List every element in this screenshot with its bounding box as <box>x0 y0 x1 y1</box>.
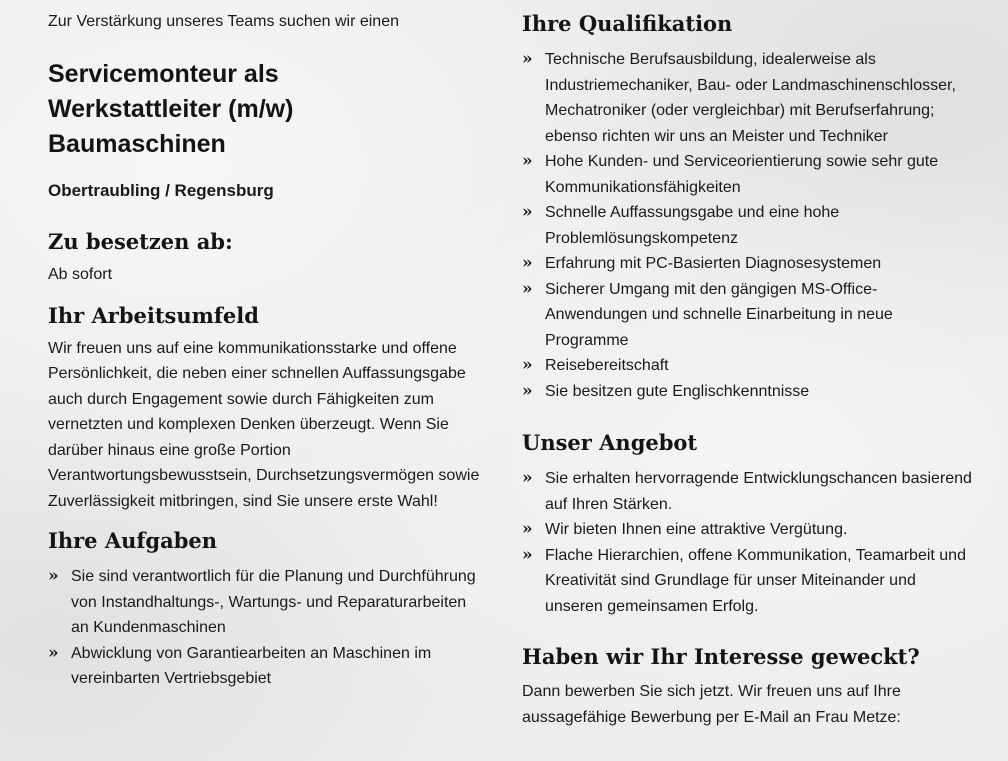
list-item <box>522 517 972 543</box>
list-item <box>522 543 972 620</box>
list-item-text: Erfahrung mit PC-Basierten Diagnosesystemen <box>545 255 882 272</box>
list-item <box>522 149 972 200</box>
job-title-line: Werkstattleiter (m/w) <box>48 95 294 123</box>
bullet-icon: » <box>48 642 59 663</box>
list-item-text: Schnelle Auffassungsgabe und eine hohe Problemlösungskompetenz <box>545 204 840 247</box>
bullet-icon: » <box>522 380 533 401</box>
list-item <box>522 47 972 149</box>
list-item-text: Technische Berufsausbildung, idealerweise als Industriemechaniker, Bau- oder Landmaschinenschlosser, Mechatroniker (oder vergleichbar) mit Berufserfahrung; ebenso richten wir uns an Meister und Techniker <box>545 51 956 145</box>
interest-text: Dann bewerben Sie sich jetzt. Wir freuen uns auf Ihre aussagefähige Bewerbung per E-Mail an Frau Metze: <box>522 683 901 726</box>
list-item <box>522 466 972 517</box>
list-item-text: Sie besitzen gute Englischkenntnisse <box>545 382 810 400</box>
bullet-icon: » <box>522 519 533 539</box>
list-item-text: Flache Hierarchien, offene Kommunikation, Teamarbeit und Kreativität sind Grundlage für unser Miteinander und unseren gemeinsamen Erfolg. <box>545 546 966 615</box>
list-item-text: Sicherer Umgang mit den gängigen MS-Office-Anwendungen und schnelle Einarbeitung in neue Programme <box>545 280 893 349</box>
list-item-text: Sie sind verantwortlich für die Planung und Durchführung von Instandhaltungs-, Wartungs- und Reparaturarbeiten an Kundenmaschinen <box>71 568 476 636</box>
qualification-list <box>522 47 972 404</box>
bullet-icon: » <box>522 468 533 488</box>
start-date-heading: Zu besetzen ab: <box>48 229 233 254</box>
left-column <box>48 0 488 692</box>
job-title-line: Baumaschinen <box>48 130 226 158</box>
list-item-text: Wir bieten Ihnen eine attraktive Vergütung. <box>545 521 848 538</box>
tasks-heading: Ihre Aufgaben <box>48 528 218 553</box>
offer-list <box>522 466 972 619</box>
list-item <box>522 200 972 251</box>
job-title-line: Servicemonteur als <box>48 60 279 88</box>
list-item-text: Reisebereitschaft <box>545 357 669 374</box>
right-column <box>522 0 972 730</box>
job-location: Obertraubling / Regensburg <box>48 181 274 200</box>
start-date-text: Ab sofort <box>48 266 113 283</box>
bullet-icon: » <box>522 355 533 375</box>
list-item <box>522 251 972 277</box>
list-item <box>48 564 488 641</box>
bullet-icon: » <box>522 49 533 69</box>
bullet-icon: » <box>522 278 533 299</box>
bullet-icon: » <box>522 253 533 273</box>
offer-heading: Unser Angebot <box>522 430 698 455</box>
work-environment-heading: Ihr Arbeitsumfeld <box>48 302 259 328</box>
list-item <box>522 353 972 379</box>
qualification-heading: Ihre Qualifikation <box>522 11 733 36</box>
list-item-text: Hohe Kunden- und Serviceorientierung sowie sehr gute Kommunikationsfähigkeiten <box>545 153 939 196</box>
bullet-icon: » <box>48 566 59 586</box>
bullet-icon: » <box>522 151 533 171</box>
bullet-icon: » <box>522 202 533 222</box>
list-item <box>522 379 972 405</box>
list-item <box>48 641 488 692</box>
list-item-text: Sie erhalten hervorragende Entwicklungschancen basierend auf Ihren Stärken. <box>545 470 972 513</box>
tasks-list <box>48 564 488 692</box>
interest-heading: Haben wir Ihr Interesse geweckt? <box>522 644 920 669</box>
work-environment-text: Wir freuen uns auf eine kommunikationsstarke und offene Persönlichkeit, die neben einer schnellen Auffassungsgabe auch durch Engagement sowie durch Fähigkeiten zum vernetzten und komplexen Denken überzeugt. Wenn Sie darüber hinaus eine große Portion Verantwortungsbewusstsein, Durchsetzungsvermögen sowie Zuverlässigkeit mitbringen, sind Sie unsere erste Wahl! <box>48 339 480 510</box>
bullet-icon: » <box>522 544 533 565</box>
intro-text: Zur Verstärkung unseres Teams suchen wir einen <box>48 13 399 30</box>
list-item-text: Abwicklung von Garantiearbeiten an Maschinen im vereinbarten Vertriebsgebiet <box>71 644 432 687</box>
job-title <box>48 57 488 162</box>
list-item <box>522 277 972 354</box>
